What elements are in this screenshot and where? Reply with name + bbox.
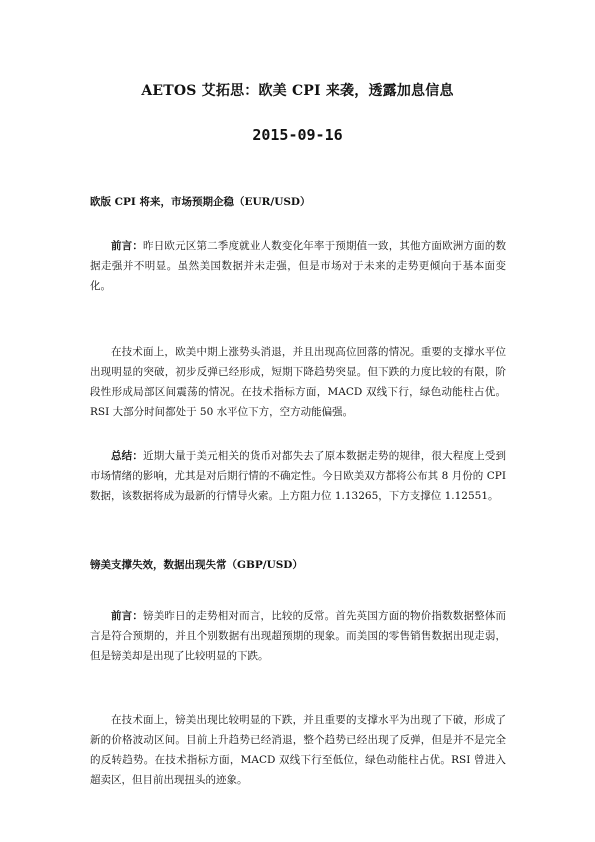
section-heading-gbpusd: 镑美支撑失效，数据出现失常（GBP/USD） xyxy=(90,559,303,571)
foreword-label: 前言： xyxy=(111,610,144,622)
foreword-text: 昨日欧元区第二季度就业人数变化年率于预期值一致，其他方面欧洲方面的数据走强并不明显。虽然美国数据并未走强，但是市场对于未来的走势更倾向于基本面变化。 xyxy=(90,240,507,292)
technical-paragraph-gbpusd: 在技术面上，镑美出现比较明显的下跌，并且重要的支撑水平为出现了下破，形成了新的价格波动区间。目前上升趋势已经消退，整个趋势已经出现了反弹，但是并不是完全的反转趋势。在技术指标方面，MACD 双线下行至低位，绿色动能柱占优。RSI 曾进入超卖区，但目前出现扭头的迹象。 xyxy=(90,714,506,786)
summary-label: 总结： xyxy=(111,450,144,462)
foreword-paragraph-gbpusd xyxy=(90,606,506,666)
section-heading-eurusd: 欧版 CPI 将来，市场预期企稳（EUR/USD） xyxy=(90,196,311,208)
foreword-label: 前言： xyxy=(111,240,144,252)
technical-paragraph-eurusd: 在技术面上，欧美中期上涨势头消退，并且出现高位回落的情况。重要的支撑水平位出现明显的突破，初步反弹已经形成，短期下降趋势突显。但下跌的力度比较的有限，阶段性形成局部区间震荡的情况。在技术指标方面，MACD 双线下行，绿色动能柱占优。RSI 大部分时间都处于 50 水平位下方，空方动能偏强。 xyxy=(90,346,506,418)
summary-text: 近期大量于美元相关的货币对都失去了原本数据走势的规律，很大程度上受到市场情绪的影响，尤其是对后期行情的不确定性。今日欧美双方都将公布其 8 月份的 CPI 数据，该数据将成为最新的行情导火索。上方阻力位 1.13265，下方支撑位 1.12551。 xyxy=(90,450,507,502)
foreword-text: 镑美昨日的走势相对而言，比较的反常。首先英国方面的物价指数数据整体而言是符合预期的，并且个别数据有出现超预期的现象。而美国的零售销售数据出现走弱，但是镑美却是出现了比较明显的下跌。 xyxy=(90,610,507,662)
document-title: AETOS 艾拓思：欧美 CPI 来袭，透露加息信息 xyxy=(141,83,454,99)
foreword-paragraph-eurusd xyxy=(90,236,506,296)
summary-paragraph-eurusd xyxy=(90,446,506,506)
document-date: 2015-09-16 xyxy=(252,126,343,144)
